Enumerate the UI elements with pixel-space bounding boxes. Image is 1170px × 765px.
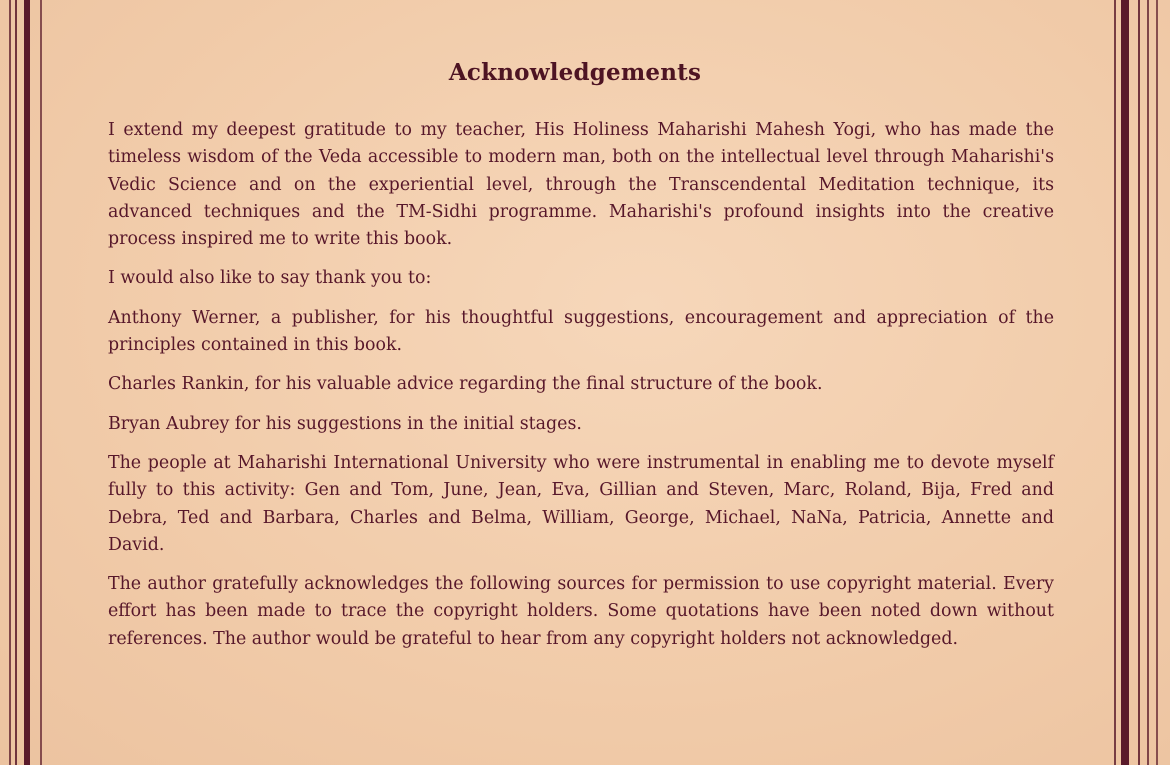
page-title: Acknowledgements <box>448 59 702 86</box>
paragraph-thanks-intro: I would also like to say thank you to: <box>108 268 432 289</box>
paragraph-bryan-aubrey: Bryan Aubrey for his suggestions in the initial stages. <box>108 413 582 434</box>
left-border-rule <box>9 0 11 765</box>
right-border-rule <box>1114 0 1116 765</box>
paragraph-copyright-note: The author gratefully acknowledges the following sources for permission to use copyright material. Every effort has been made to trace the copyright holders. Some quotations have been noted down without references. The author would be grateful to hear from any copyright holders not acknowledged. <box>108 574 1054 649</box>
right-border-rule <box>1138 0 1140 765</box>
paragraph-gratitude: I extend my deepest gratitude to my teacher, His Holiness Maharishi Mahesh Yogi, who has made the timeless wisdom of the Veda accessible to modern man, both on the intellectual level through Maharishi's Vedic Science and on the experiential level, through the Transcendental Meditation technique, its advanced techniques and the TM-Sidhi programme. Maharishi's profound insights into the creative process inspired me to write this book. <box>108 120 1054 250</box>
left-border-rule <box>24 0 30 765</box>
right-border-rule <box>1147 0 1149 765</box>
left-border-rule <box>40 0 42 765</box>
body-text <box>108 117 1054 665</box>
left-border-rule <box>15 0 17 765</box>
right-border-rule <box>1156 0 1158 765</box>
paragraph-charles-rankin: Charles Rankin, for his valuable advice regarding the final structure of the book. <box>108 374 823 395</box>
paragraph-miu-people: The people at Maharishi International University who were instrumental in enabling me to devote myself fully to this activity: Gen and Tom, June, Jean, Eva, Gillian and Steven, Marc, Roland, Bija, Fred and Debra, Ted and Barbara, Charles and Belma, William, George, Michael, NaNa, Patricia, Annette and David. <box>108 452 1054 555</box>
right-border-rule <box>1121 0 1129 765</box>
paragraph-anthony-werner: Anthony Werner, a publisher, for his thoughtful suggestions, encouragement and appreciation of the principles contained in this book. <box>108 307 1054 356</box>
